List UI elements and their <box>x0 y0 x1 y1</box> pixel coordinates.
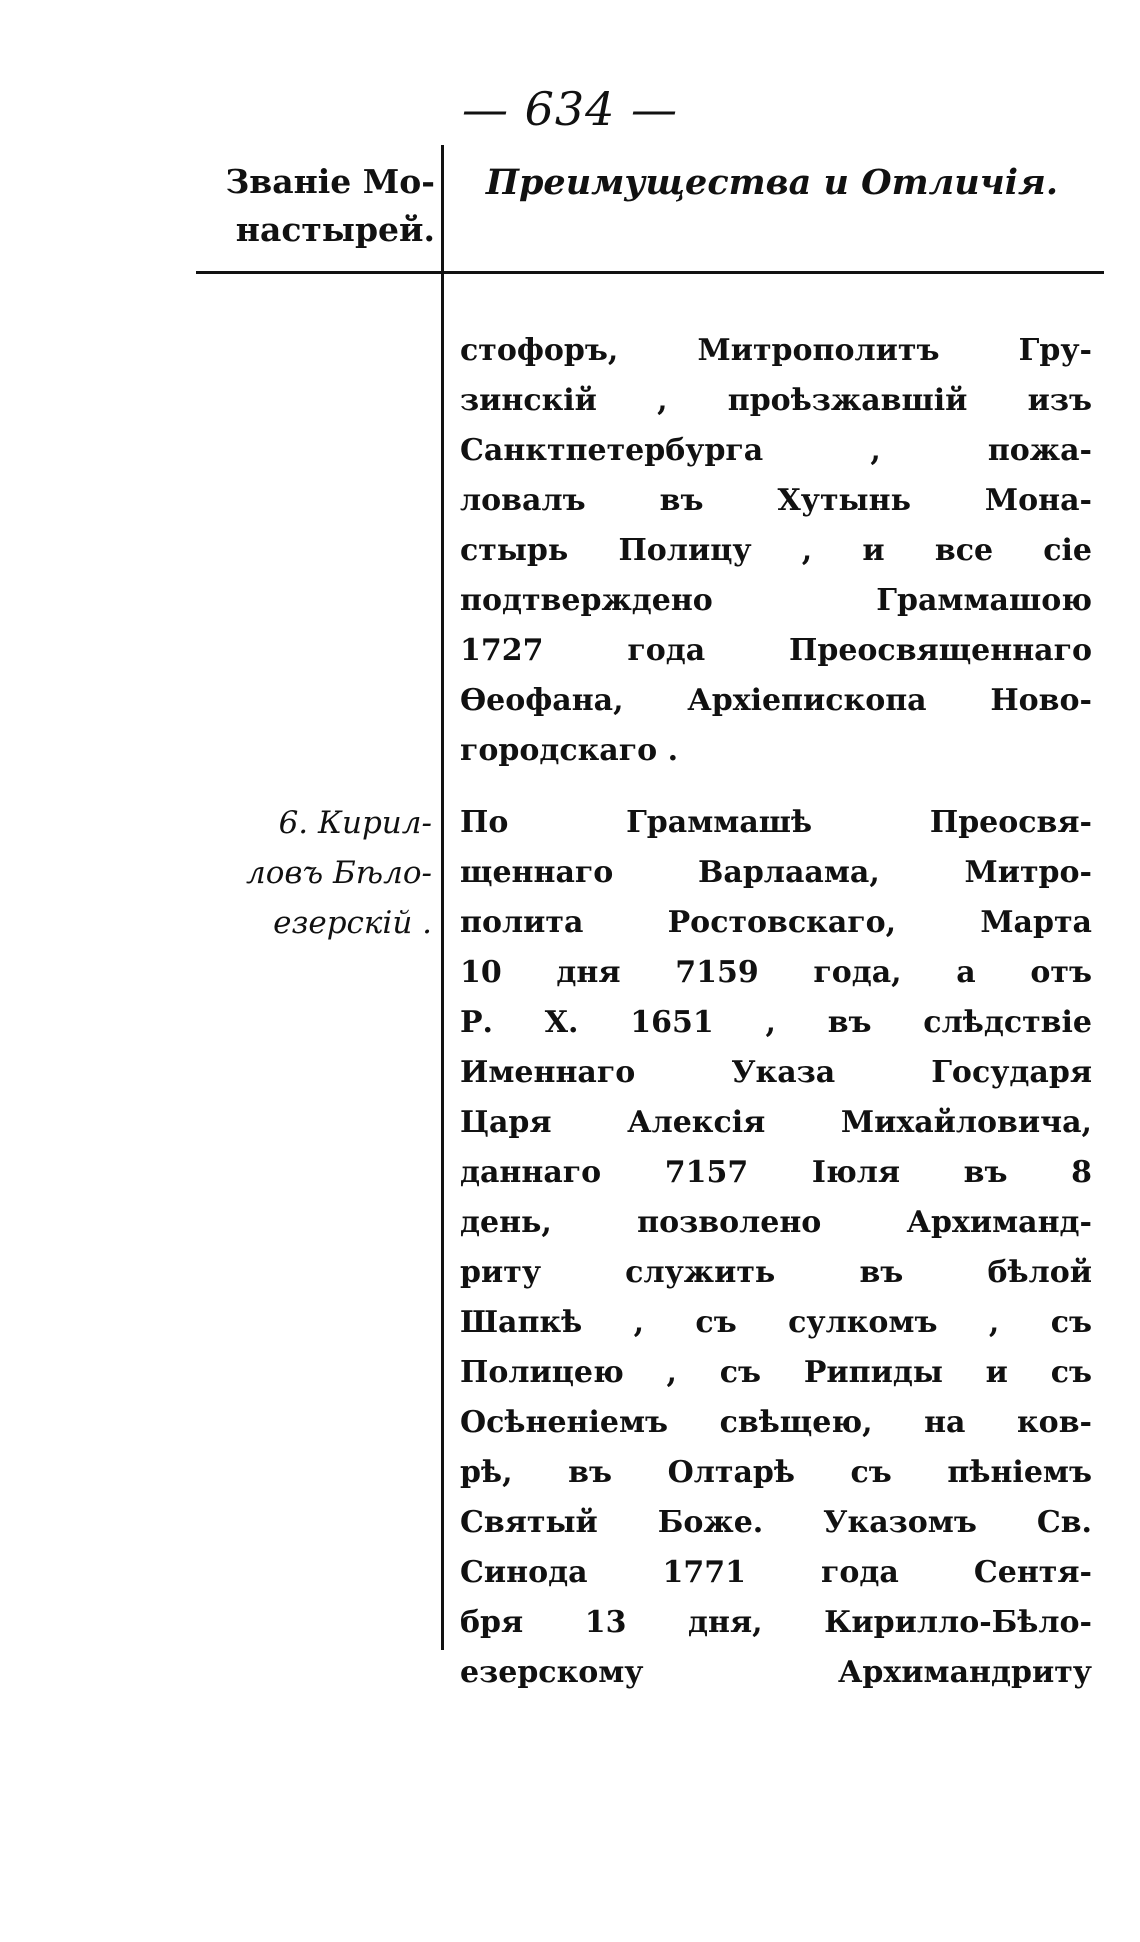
text-line: Полицею , съ Рипиды и съ <box>460 1355 1092 1390</box>
text-line: Синода 1771 года Сентя- <box>460 1555 1092 1590</box>
entry-label-line: 6. Кирил- <box>278 805 432 841</box>
entry-text <box>460 798 1092 1698</box>
text-line: щеннаго Варлаама, Митро- <box>460 855 1092 890</box>
text-line: рѣ, въ Олтарѣ съ пѣніемъ <box>460 1455 1092 1490</box>
header-privileges-title: Преимущества и Отличія. <box>485 162 1059 203</box>
text-line: 10 дня 7159 года, а отъ <box>460 955 1092 990</box>
text-line: Шапкѣ , съ сулкомъ , съ <box>460 1305 1092 1340</box>
text-line: ловалъ въ Хутынь Мона- <box>460 483 1092 518</box>
text-line: Осѣненіемъ свѣщею, на ков- <box>460 1405 1092 1440</box>
text-line: подтверждено Граммашою <box>460 583 1092 618</box>
text-line: день, позволено Архиманд- <box>460 1205 1092 1240</box>
text-line: городскаго . <box>460 733 679 768</box>
text-line: Именнаго Указа Государя <box>460 1055 1092 1090</box>
column-divider <box>441 145 444 1650</box>
text-line: стырь Полицу , и все сіе <box>460 533 1092 568</box>
text-line: стофоръ, Митрополитъ Гру- <box>460 333 1092 368</box>
text-line: Святый Боже. Указомъ Св. <box>460 1505 1092 1540</box>
text-line: бря 13 дня, Кирилло-Бѣло- <box>460 1605 1092 1640</box>
header-monastery-title <box>200 158 435 254</box>
text-line: 1727 года Преосвященнаго <box>460 633 1092 668</box>
text-line: Санктпетербурга , пожа- <box>460 433 1092 468</box>
text-line: езерскому Архимандриту <box>460 1655 1092 1690</box>
text-line: даннаго 7157 Іюля въ 8 <box>460 1155 1092 1190</box>
header-divider <box>196 271 1104 274</box>
entry-label <box>200 798 432 948</box>
text-line: Ѳеофана, Архіепископа Ново- <box>460 683 1092 718</box>
text-line: зинскій , проѣзжавшій изъ <box>460 383 1092 418</box>
text-line: Р. Х. 1651 , въ слѣдствіе <box>460 1005 1092 1040</box>
text-line: полита Ростовскаго, Марта <box>460 905 1092 940</box>
entry-label-line: езерскій . <box>273 905 432 941</box>
entry-label-line: ловъ Бѣло- <box>246 855 432 891</box>
header-monastery-title-line: настырей. <box>235 210 435 249</box>
page-number: — 634 — <box>461 82 679 136</box>
header-monastery-title-line: Званіе Мо- <box>225 162 435 201</box>
text-line: По Граммашѣ Преосвя- <box>460 805 1092 840</box>
text-line: риту служить въ бѣлой <box>460 1255 1092 1290</box>
continuation-text <box>460 326 1092 776</box>
text-line: Царя Алексія Михайловича, <box>460 1105 1092 1140</box>
